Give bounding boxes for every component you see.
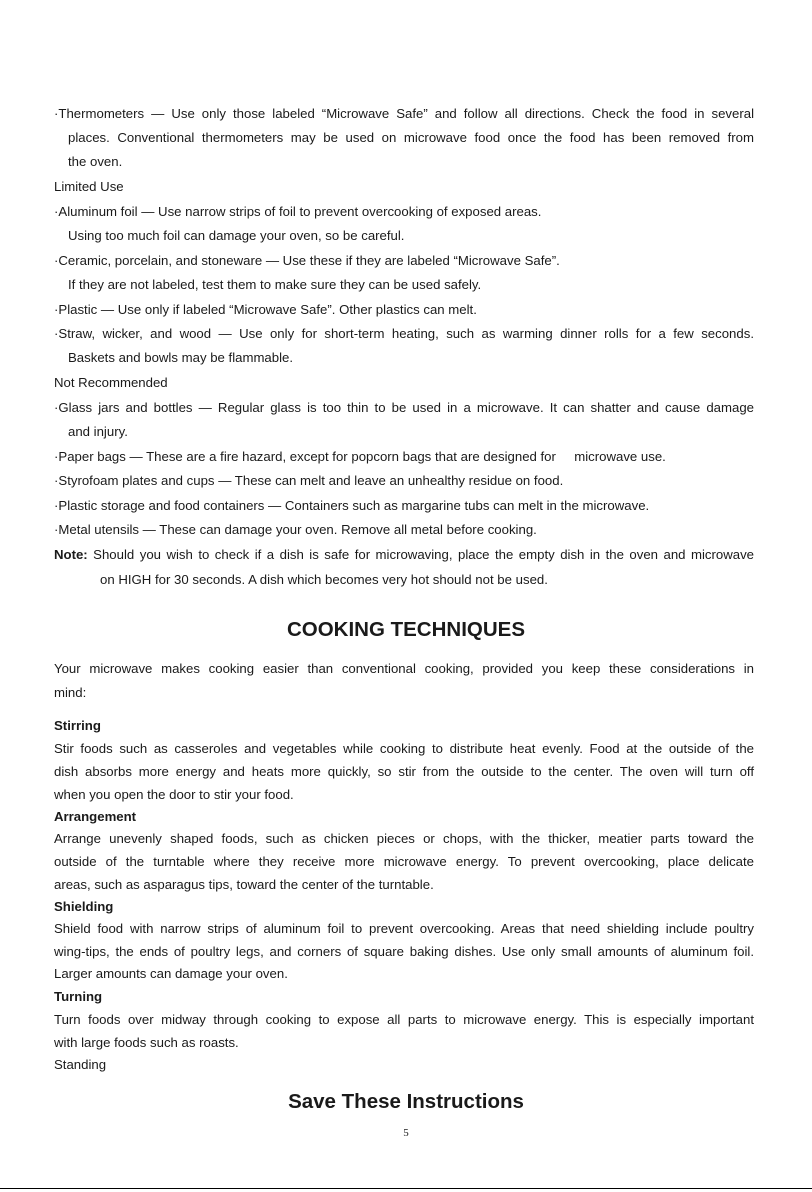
turning-heading: Turning: [54, 989, 103, 1004]
not-recommended-heading: Not Recommended: [54, 375, 168, 390]
metal-utensils-line: ·Metal utensils — These can damage your oven. Remove all metal before cooking.: [54, 522, 537, 537]
stirring-line-2: dish absorbs more energy and heats more quickly, so stir from the outside to the center. The oven will turn off: [54, 764, 754, 779]
note-line-2: on HIGH for 30 seconds. A dish which becomes very hot should not be used.: [100, 572, 548, 587]
turning-line-2: with large foods such as roasts.: [54, 1035, 239, 1050]
page-number: 5: [403, 1127, 409, 1139]
arrangement-line-2: outside of the turntable where they receive more microwave energy. To prevent overcooking, place delicate: [54, 854, 754, 869]
aluminum-foil-line-2: Using too much foil can damage your oven, so be careful.: [68, 228, 405, 243]
glass-jars-line-1: ·Glass jars and bottles — Regular glass is too thin to be used in a microwave. It can shatter and cause damage: [54, 400, 754, 415]
ceramic-line-2: If they are not labeled, test them to make sure they can be used safely.: [68, 277, 482, 292]
thermometers-line-3: the oven.: [68, 154, 123, 169]
shielding-line-1: Shield food with narrow strips of aluminum foil to prevent overcooking. Areas that need shielding include poultry: [54, 921, 754, 936]
cooking-techniques-title: COOKING TECHNIQUES: [286, 618, 526, 641]
thermometers-line-1: ·Thermometers — Use only those labeled “Microwave Safe” and follow all directions. Check the food in several: [54, 106, 754, 121]
paper-bags-line: ·Paper bags — These are a fire hazard, except for popcorn bags that are designed for microwave use.: [54, 449, 666, 464]
glass-jars-line-2: and injury.: [68, 424, 128, 439]
shielding-line-3: Larger amounts can damage your oven.: [54, 966, 288, 981]
standing-heading: Standing: [54, 1057, 107, 1072]
stirring-heading: Stirring: [54, 718, 101, 733]
plastic-line-1: ·Plastic — Use only if labeled “Microwave Safe”. Other plastics can melt.: [54, 302, 477, 317]
ceramic-line-1: ·Ceramic, porcelain, and stoneware — Use these if they are labeled “Microwave Safe”.: [54, 253, 560, 268]
stirring-line-3: when you open the door to stir your food.: [54, 787, 294, 802]
turning-line-1: Turn foods over midway through cooking to expose all parts to microwave energy. This is especially important: [54, 1012, 754, 1027]
arrangement-line-1: Arrange unevenly shaped foods, such as chicken pieces or chops, with the thicker, meatier parts toward the: [54, 831, 754, 846]
arrangement-line-3: areas, such as asparagus tips, toward the center of the turntable.: [54, 877, 434, 892]
intro-line-1: Your microwave makes cooking easier than conventional cooking, provided you keep these considerations in: [54, 661, 754, 676]
aluminum-foil-line-1: ·Aluminum foil — Use narrow strips of foil to prevent overcooking of exposed areas.: [54, 204, 542, 219]
shielding-heading: Shielding: [54, 899, 114, 914]
stirring-line-1: Stir foods such as casseroles and vegetables while cooking to distribute heat evenly. Food at the outside of the: [54, 741, 754, 756]
styrofoam-line: ·Styrofoam plates and cups — These can melt and leave an unhealthy residue on food.: [54, 473, 564, 488]
arrangement-heading: Arrangement: [54, 809, 137, 824]
plastic-storage-line: ·Plastic storage and food containers — Containers such as margarine tubs can melt in the microwave.: [54, 498, 650, 513]
straw-line-1: ·Straw, wicker, and wood — Use only for short-term heating, such as warming dinner rolls for a few seconds.: [54, 326, 754, 341]
page-bottom-rule: [0, 1188, 812, 1189]
intro-line-2: mind:: [54, 685, 87, 700]
thermometers-line-2: places. Conventional thermometers may be used on microwave food once the food has been removed from: [68, 130, 754, 145]
shielding-line-2: wing-tips, the ends of poultry legs, and corners of square baking dishes. Use only small amounts of aluminum foil.: [54, 944, 754, 959]
straw-line-2: Baskets and bowls may be flammable.: [68, 350, 294, 365]
note-label: Note:: [54, 547, 88, 562]
save-instructions-title: Save These Instructions: [288, 1090, 524, 1113]
note-text: Should you wish to check if a dish is safe for microwaving, place the empty dish in the oven and microwave: [87, 547, 754, 562]
note-line-1: [54, 547, 754, 563]
limited-use-heading: Limited Use: [54, 179, 124, 194]
